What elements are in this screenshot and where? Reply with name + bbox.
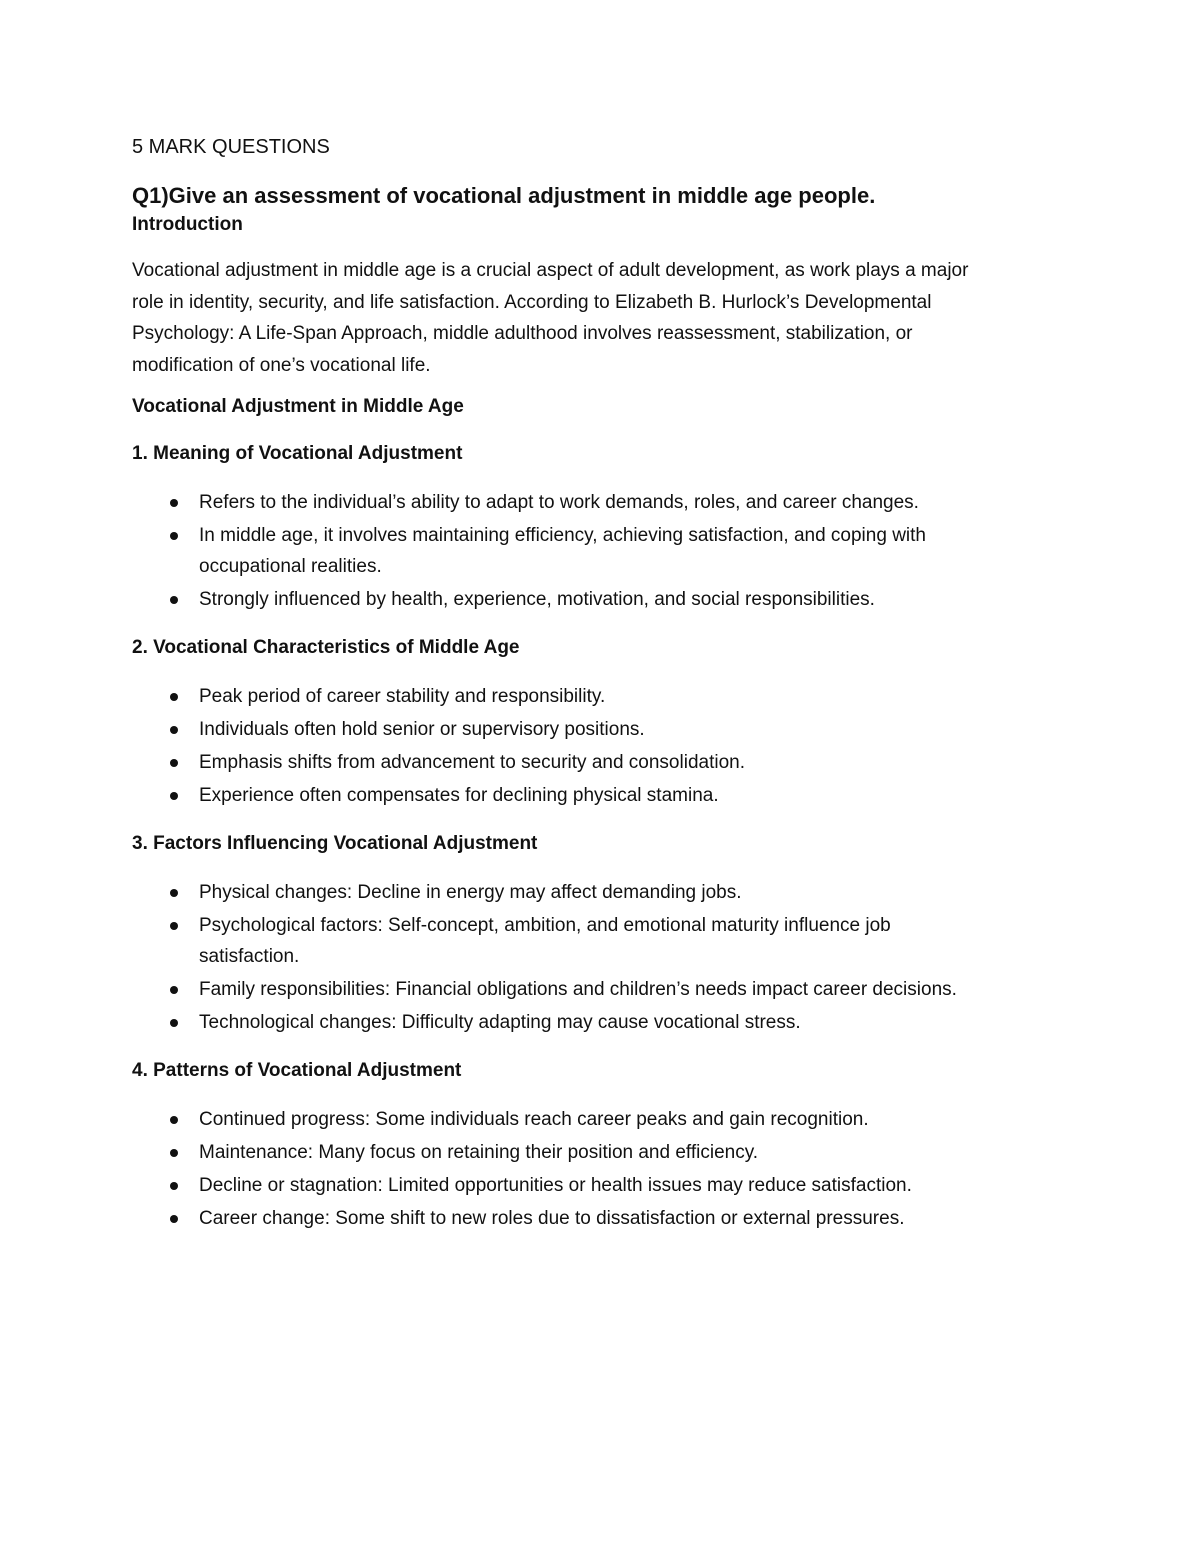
list-item: [132, 1170, 969, 1201]
bullet-icon: [170, 1019, 178, 1027]
bullet-icon: [170, 792, 178, 800]
list-item-text: Continued progress: Some individuals reach career peaks and gain recognition.: [199, 1109, 869, 1130]
list-item: [132, 520, 969, 582]
list-item-text: Experience often compensates for declining physical stamina.: [199, 785, 719, 806]
section-factors: [132, 830, 992, 1038]
document-header: 5 MARK QUESTIONS: [132, 136, 330, 158]
bullet-icon: [170, 759, 178, 767]
list-item-text: Strongly influenced by health, experience, motivation, and social responsibilities.: [199, 589, 875, 610]
bullet-icon: [170, 1149, 178, 1157]
list-item-text: Individuals often hold senior or supervisory positions.: [199, 719, 645, 740]
bullet-list: [132, 877, 992, 1038]
section-characteristics: [132, 634, 992, 811]
bullet-icon: [170, 889, 178, 897]
list-item: [132, 714, 969, 745]
list-item: [132, 877, 969, 908]
bullet-icon: [170, 922, 178, 930]
list-item-text: Family responsibilities: Financial obligations and children’s needs impact career decisions.: [199, 979, 957, 1000]
list-item: [132, 1203, 969, 1234]
bullet-icon: [170, 499, 178, 507]
list-item: [132, 584, 969, 615]
list-item: [132, 487, 969, 518]
list-item: [132, 1007, 969, 1038]
list-item: [132, 681, 969, 712]
list-item-text: Decline or stagnation: Limited opportunities or health issues may reduce satisfaction.: [199, 1175, 912, 1196]
list-item: [132, 1137, 969, 1168]
bullet-icon: [170, 1215, 178, 1223]
section-heading: 2. Vocational Characteristics of Middle Age: [132, 637, 520, 658]
list-item-text: In middle age, it involves maintaining efficiency, achieving satisfaction, and coping with occupational realities.: [199, 525, 926, 577]
bullet-list: [132, 681, 992, 811]
list-item: [132, 910, 969, 972]
bullet-icon: [170, 1182, 178, 1190]
bullet-icon: [170, 596, 178, 604]
section-heading: 1. Meaning of Vocational Adjustment: [132, 443, 463, 464]
document-body: [132, 133, 992, 1253]
section-heading: 3. Factors Influencing Vocational Adjustment: [132, 833, 538, 854]
list-item: [132, 780, 969, 811]
question-title: Q1)Give an assessment of vocational adjustment in middle age people.: [132, 183, 876, 208]
bullet-icon: [170, 1116, 178, 1124]
bullet-icon: [170, 532, 178, 540]
section-heading: 4. Patterns of Vocational Adjustment: [132, 1060, 462, 1081]
list-item-text: Psychological factors: Self-concept, ambition, and emotional maturity influence job satisfaction.: [199, 915, 891, 967]
introduction-paragraph: Vocational adjustment in middle age is a crucial aspect of adult development, as work plays a major role in identity, security, and life satisfaction. According to Elizabeth B. Hurlock’s Developmental Psychology: A Life-Span Approach, middle adulthood involves reassessment, stabilization, or modification of one’s vocational life.: [132, 260, 969, 376]
bullet-icon: [170, 986, 178, 994]
list-item-text: Physical changes: Decline in energy may affect demanding jobs.: [199, 882, 742, 903]
bullet-list: [132, 487, 992, 615]
list-item: [132, 1104, 969, 1135]
introduction-heading: Introduction: [132, 214, 243, 235]
section-patterns: [132, 1057, 992, 1234]
list-item-text: Career change: Some shift to new roles due to dissatisfaction or external pressures.: [199, 1208, 905, 1229]
list-item-text: Technological changes: Difficulty adapting may cause vocational stress.: [199, 1012, 801, 1033]
bullet-icon: [170, 693, 178, 701]
bullet-icon: [170, 726, 178, 734]
section-meaning: [132, 440, 992, 615]
list-item-text: Peak period of career stability and responsibility.: [199, 686, 606, 707]
list-item: [132, 747, 969, 778]
list-item-text: Emphasis shifts from advancement to security and consolidation.: [199, 752, 745, 773]
list-item: [132, 974, 969, 1005]
list-item-text: Maintenance: Many focus on retaining their position and efficiency.: [199, 1142, 759, 1163]
main-heading: Vocational Adjustment in Middle Age: [132, 396, 464, 417]
list-item-text: Refers to the individual’s ability to adapt to work demands, roles, and career changes.: [199, 492, 919, 513]
bullet-list: [132, 1104, 992, 1234]
